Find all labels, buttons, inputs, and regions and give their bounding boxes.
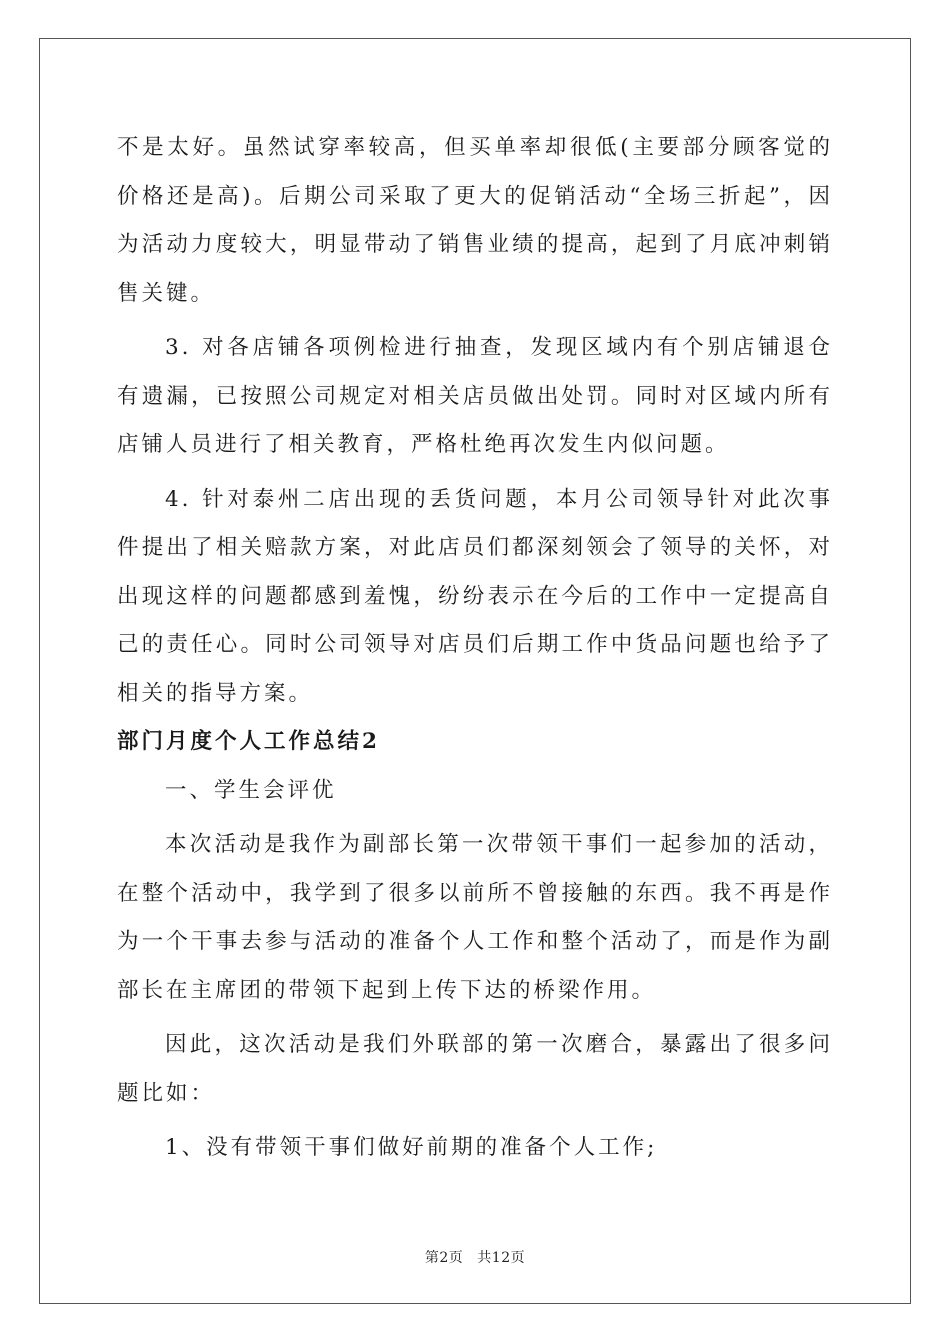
page-footer (0, 1247, 950, 1267)
paragraph-activity: 本次活动是我作为副部长第一次带领干事们一起参加的活动，在整个活动中，我学到了很多以前所不曾接触的东西。我不再是作为一个干事去参与活动的准备个人工作和整个活动了，而是作为副部长在主席团的带领下起到上传下达的桥梁作用。 (117, 832, 833, 1003)
subheading-student-union: 一、学生会评优 (165, 777, 337, 803)
paragraph-problems: 因此，这次活动是我们外联部的第一次磨合，暴露出了很多问题比如： (117, 1032, 833, 1106)
paragraph-item-3: 3. 对各店铺各项例检进行抽查，发现区域内有个别店铺退仓有遗漏，已按照公司规定对相关店员做出处罚。同时对区域内所有店铺人员进行了相关教育，严格杜绝再次发生内似问题。 (117, 335, 833, 457)
page-number: 第2页 (424, 1250, 464, 1266)
paragraph-item-4: 4. 针对泰州二店出现的丢货问题，本月公司领导针对此次事件提出了相关赔款方案，对此店员们都深刻领会了领导的关怀，对出现这样的问题都感到羞愧，纷纷表示在今后的工作中一定提高自己的责任心。同时公司领导对店员们后期工作中货品问题也给予了相关的指导方案。 (117, 486, 833, 706)
document-body (117, 124, 833, 1173)
section-title: 部门月度个人工作总结2 (117, 729, 380, 754)
paragraph-continued: 不是太好。虽然试穿率较高，但买单率却很低(主要部分顾客觉的价格还是高)。后期公司采取了更大的促销活动“全场三折起”，因为活动力度较大，明显带动了销售业绩的提高，起到了月底冲刺销售关键。 (117, 135, 833, 306)
list-item-1: 1、没有带领干事们做好前期的准备个人工作; (165, 1135, 658, 1160)
page-total: 共12页 (477, 1250, 526, 1266)
